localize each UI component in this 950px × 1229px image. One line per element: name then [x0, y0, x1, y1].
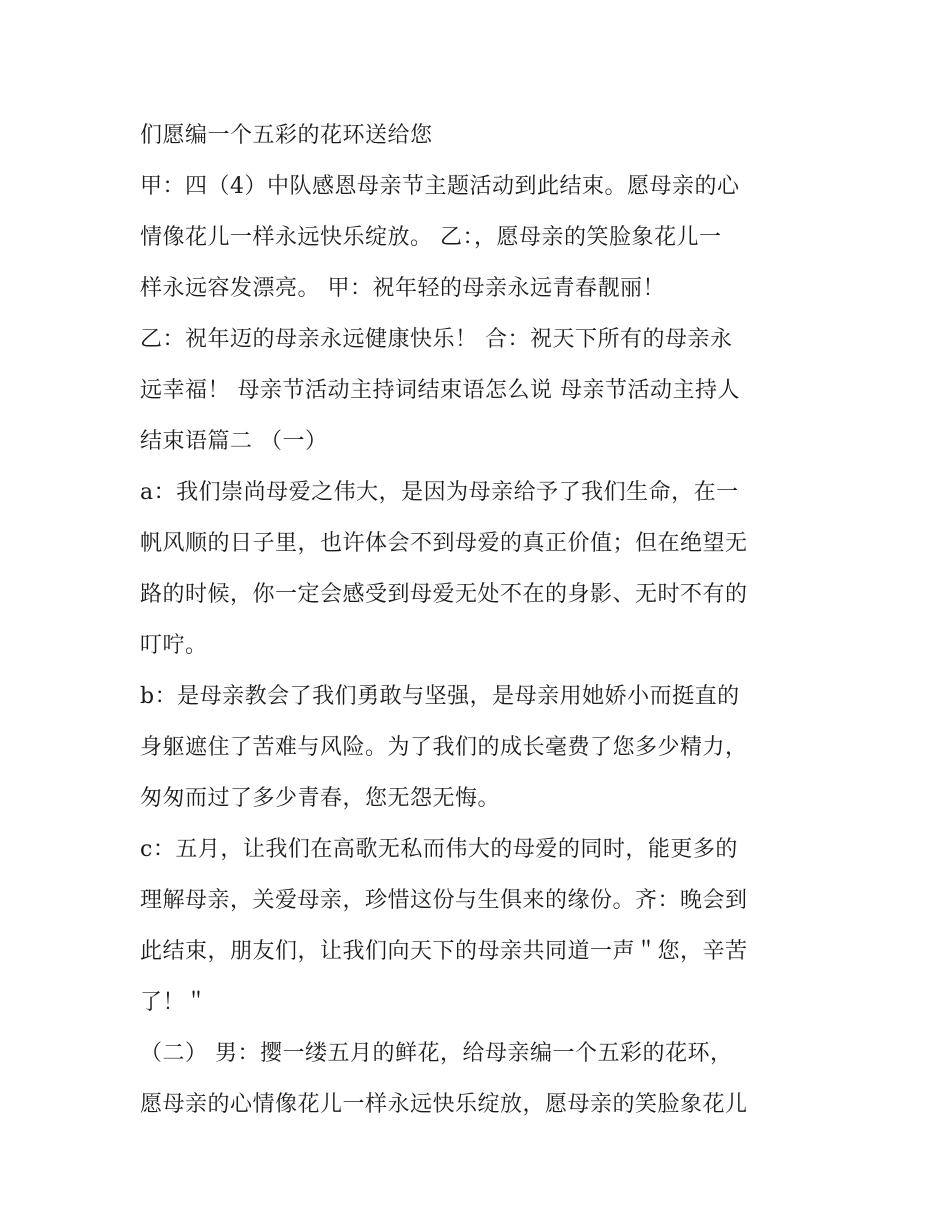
text-line: （二） 男：撄一缕五月的鲜花，给母亲编一个五彩的花环，	[140, 1041, 733, 1066]
text-line: 远幸福！ 母亲节活动主持词结束语怎么说 母亲节活动主持人	[140, 378, 740, 403]
text-line: b：是母亲教会了我们勇敢与坚强，是母亲用她娇小而挺直的	[140, 684, 740, 709]
text-line: 们愿编一个五彩的花环送给您	[140, 123, 433, 148]
text-line: 路的时候，你一定会感受到母爱无处不在的身影、无时不有的	[140, 582, 748, 607]
text-line: 乙：祝年迈的母亲永远健康快乐！ 合：祝天下所有的母亲永	[140, 327, 733, 352]
text-line: 情像花儿一样永远快乐绽放。 乙：，愿母亲的笑脸象花儿一	[140, 225, 722, 250]
text-line: 理解母亲，关爱母亲，珍惜这份与生俱来的缘份。齐：晚会到	[140, 888, 748, 913]
text-line: 匆匆而过了多少青春，您无怨无悔。	[140, 786, 501, 811]
text-line: 了！＂	[140, 990, 208, 1015]
text-line: 甲：四（4）中队感恩母亲节主题活动到此结束。愿母亲的心	[140, 174, 740, 199]
document-body	[140, 110, 820, 1130]
text-line: a：我们崇尚母爱之伟大，是因为母亲给予了我们生命，在一	[140, 480, 739, 505]
text-line: 帆风顺的日子里，也许体会不到母爱的真正价值；但在绝望无	[140, 531, 748, 556]
text-line: c：五月，让我们在高歌无私而伟大的母爱的同时，能更多的	[140, 837, 738, 862]
text-line: 愿母亲的心情像花儿一样永远快乐绽放，愿母亲的笑脸象花儿	[140, 1092, 748, 1117]
text-line: 身躯遮住了苦难与风险。为了我们的成长毫费了您多少精力，	[140, 735, 748, 760]
text-line: 叮咛。	[140, 633, 208, 658]
text-line: 此结束，朋友们，让我们向天下的母亲共同道一声＂您，辛苦	[140, 939, 748, 964]
text-line: 样永远容发漂亮。 甲：祝年轻的母亲永远青春靓丽！	[140, 276, 665, 301]
text-line: 结束语篇二 （一）	[140, 429, 328, 454]
